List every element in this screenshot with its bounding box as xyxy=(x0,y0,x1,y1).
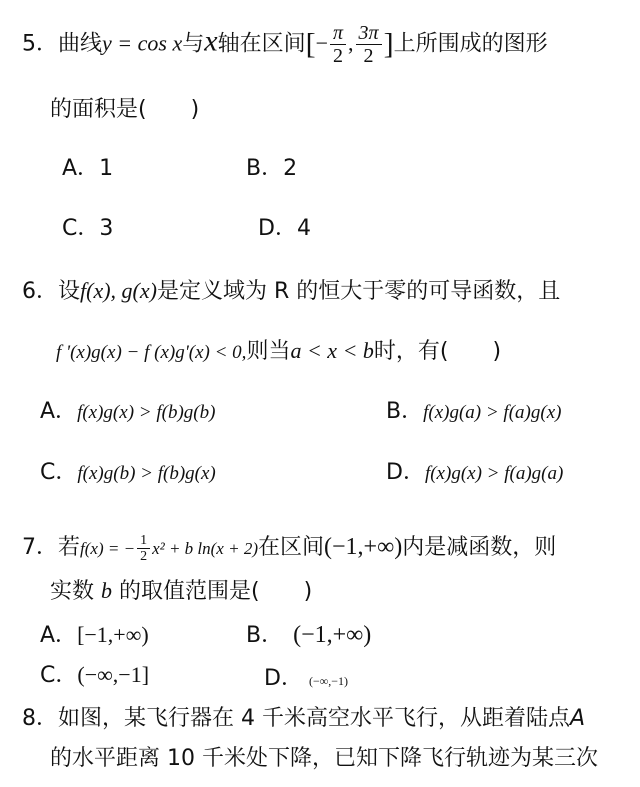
q8-line1 xyxy=(22,704,585,734)
q5-right-bracket: ] xyxy=(383,27,394,61)
q5-frac-pi-over-2: $\frac{\pi}{2}$ xyxy=(330,22,346,67)
q8-line1-text: 如图，某飞行器在 4 千米高空水平飞行，从距着陆点 xyxy=(58,706,570,731)
q6-number: 6． xyxy=(22,279,58,304)
q6-pre: 设 xyxy=(58,279,81,304)
q7-var-b: b xyxy=(101,578,113,603)
q5-option-c: C．3 xyxy=(62,216,114,241)
q7-option-d: D． (−∞,−1) xyxy=(264,666,349,691)
q7-line1 xyxy=(22,532,556,564)
q7-interval: (−1,+∞) xyxy=(324,534,403,560)
q7-option-a: A．[−1,+∞) xyxy=(40,622,149,648)
q8-number: 8． xyxy=(22,706,58,731)
q5-line2: 的面积是( ) xyxy=(50,97,200,122)
q7-pre: 若 xyxy=(58,535,81,560)
q7-option-b: B． (−1,+∞) xyxy=(246,622,372,648)
q7-line2-pre: 实数 xyxy=(50,579,95,604)
q5-option-a: A．1 xyxy=(62,156,114,181)
q5-post: 上所围成的图形 xyxy=(393,31,548,57)
q7-frac-half: $\frac{1}{2}$ xyxy=(137,533,150,564)
q6-line2 xyxy=(56,336,501,368)
q7-post: 内是减函数，则 xyxy=(402,535,557,560)
q6-range: a < x < b xyxy=(290,338,374,363)
q5-curve: y = cos x xyxy=(102,30,183,56)
q5-option-b: B．2 xyxy=(246,156,298,181)
q5-option-d: D．4 xyxy=(258,216,311,241)
q6-post: 是定义域为 R 的恒大于零的可导函数，且 xyxy=(156,279,561,304)
q5-minus: − xyxy=(315,30,328,56)
q6-condition: f '(x)g(x) − f (x)g'(x) < 0, xyxy=(56,342,247,363)
q5-with: 与 xyxy=(182,31,205,57)
q5-left-bracket: [ xyxy=(305,27,316,61)
q6-funcs: f(x), g(x) xyxy=(80,278,157,303)
q7-func-lhs: f(x) = − xyxy=(80,539,136,558)
q5-pre: 曲线 xyxy=(58,31,103,57)
q5-interval-text: 轴在区间 xyxy=(217,31,306,57)
q6-option-c: C．f(x)g(b) > f(b)g(x) xyxy=(40,460,216,485)
q6-tail: 时，有( ) xyxy=(373,339,502,364)
q6-line1 xyxy=(22,276,560,307)
q7-func-rhs: x² + b ln(x + 2) xyxy=(152,539,258,558)
q7-line2 xyxy=(50,576,312,607)
q6-option-a: A．f(x)g(x) > f(b)g(b) xyxy=(40,399,216,424)
q7-number: 7． xyxy=(22,535,58,560)
q7-option-c: C．(−∞,−1] xyxy=(40,662,150,688)
q6-option-d: D．f(x)g(x) > f(a)g(a) xyxy=(386,460,564,485)
q5-frac-3pi-over-2: $\frac{3\pi}{2}$ xyxy=(356,22,382,67)
q5-number: 5． xyxy=(22,31,58,57)
q5-axis: x xyxy=(204,24,218,58)
q5-comma: , xyxy=(348,30,354,56)
q7-line2-post: 的取值范围是( ) xyxy=(119,579,313,604)
q5-line1 xyxy=(22,22,548,67)
q6-then: 则当 xyxy=(246,339,291,364)
q8-point: A xyxy=(570,706,586,731)
q8-line2: 的水平距离 10 千米处下降，已知下降飞行轨迹为某三次 xyxy=(50,746,598,771)
q7-mid: 在区间 xyxy=(258,535,325,560)
q6-option-b: B．f(x)g(a) > f(a)g(x) xyxy=(386,399,562,424)
